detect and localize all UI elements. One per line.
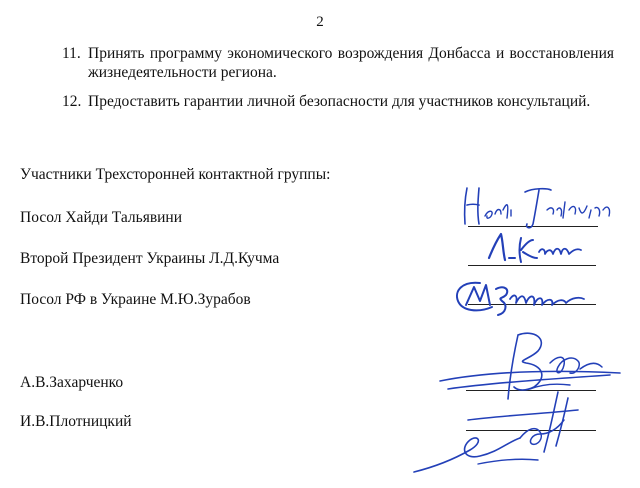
signatory-name: А.В.Захарченко	[20, 374, 124, 391]
point-text: Принять программу экономического возрождения Донбасса и восстановления жизнедеятельности региона.	[88, 45, 614, 81]
signature-zurabov	[452, 275, 602, 320]
numbered-points	[62, 44, 614, 111]
point-number: 12.	[62, 93, 82, 110]
list-item	[62, 44, 614, 82]
signatory-name: Посол РФ в Украине М.Ю.Зурабов	[20, 291, 251, 308]
signatory-name: Второй Президент Украины Л.Д.Кучма	[20, 250, 280, 267]
signatory-name: Посол Хайди Тальявини	[20, 209, 183, 226]
point-text: Предоставить гарантии личной безопасности для участников консультаций.	[88, 93, 591, 110]
participants-heading: Участники Трехсторонней контактной группы:	[20, 166, 331, 183]
signature-kuchma	[475, 228, 595, 268]
signatory-name: И.В.Плотницкий	[20, 413, 132, 430]
page-number: 2	[316, 14, 324, 30]
list-item	[62, 92, 614, 111]
signature-plotnitsky	[408, 380, 608, 480]
point-number: 11.	[62, 45, 81, 62]
signature-tagliavini	[455, 180, 625, 235]
